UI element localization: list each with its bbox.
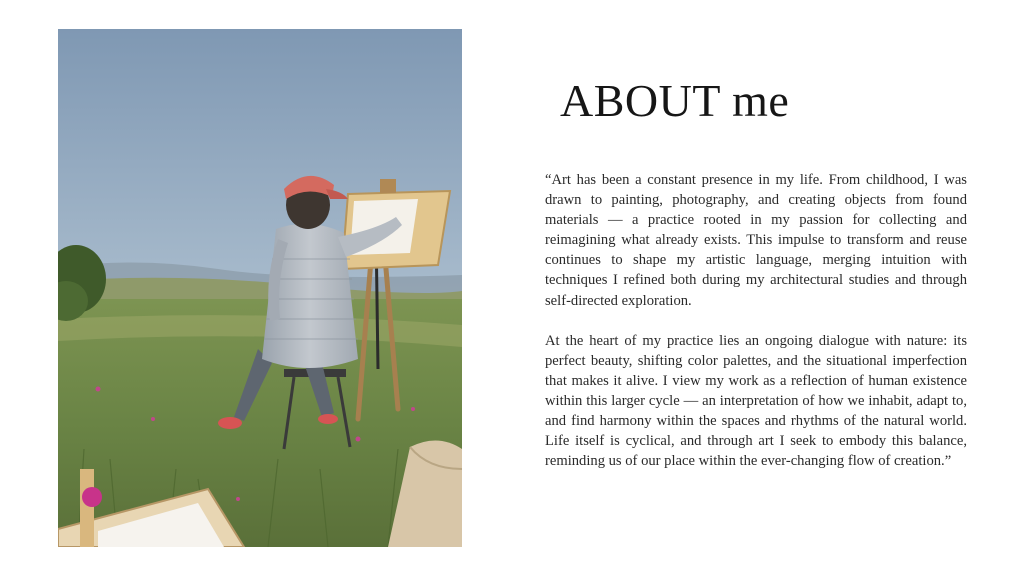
bio-paragraph-2: At the heart of my practice lies an ongoing dialogue with nature: its perfect beauty, shifting color palettes, and the situational imperfection that makes it alive. I view my work as a reflection of human existence within this larger cycle — an interpretation of how we inhabit, adapt to, and find harmony within the spaces and rhythms of the natural world. Life itself is cyclical, and through art I seek to embody this balance, reminding us of our place within the ever-changing flow of creation.” (545, 332, 967, 470)
bio-paragraph-1: “Art has been a constant presence in my life. From childhood, I was drawn to painting, photography, and creating objects from found materials — a practice rooted in my passion for collecting and reimagining what already exists. This impulse to transform and reuse continues to shape my artistic language, merging intuition with techniques I refined both during my architectural studies and through self-directed exploration. (545, 172, 967, 309)
page-title: ABOUT me (560, 75, 790, 126)
bio-text (545, 170, 967, 471)
painting-outdoors-illustration (58, 29, 462, 547)
artist-photo (58, 29, 462, 547)
